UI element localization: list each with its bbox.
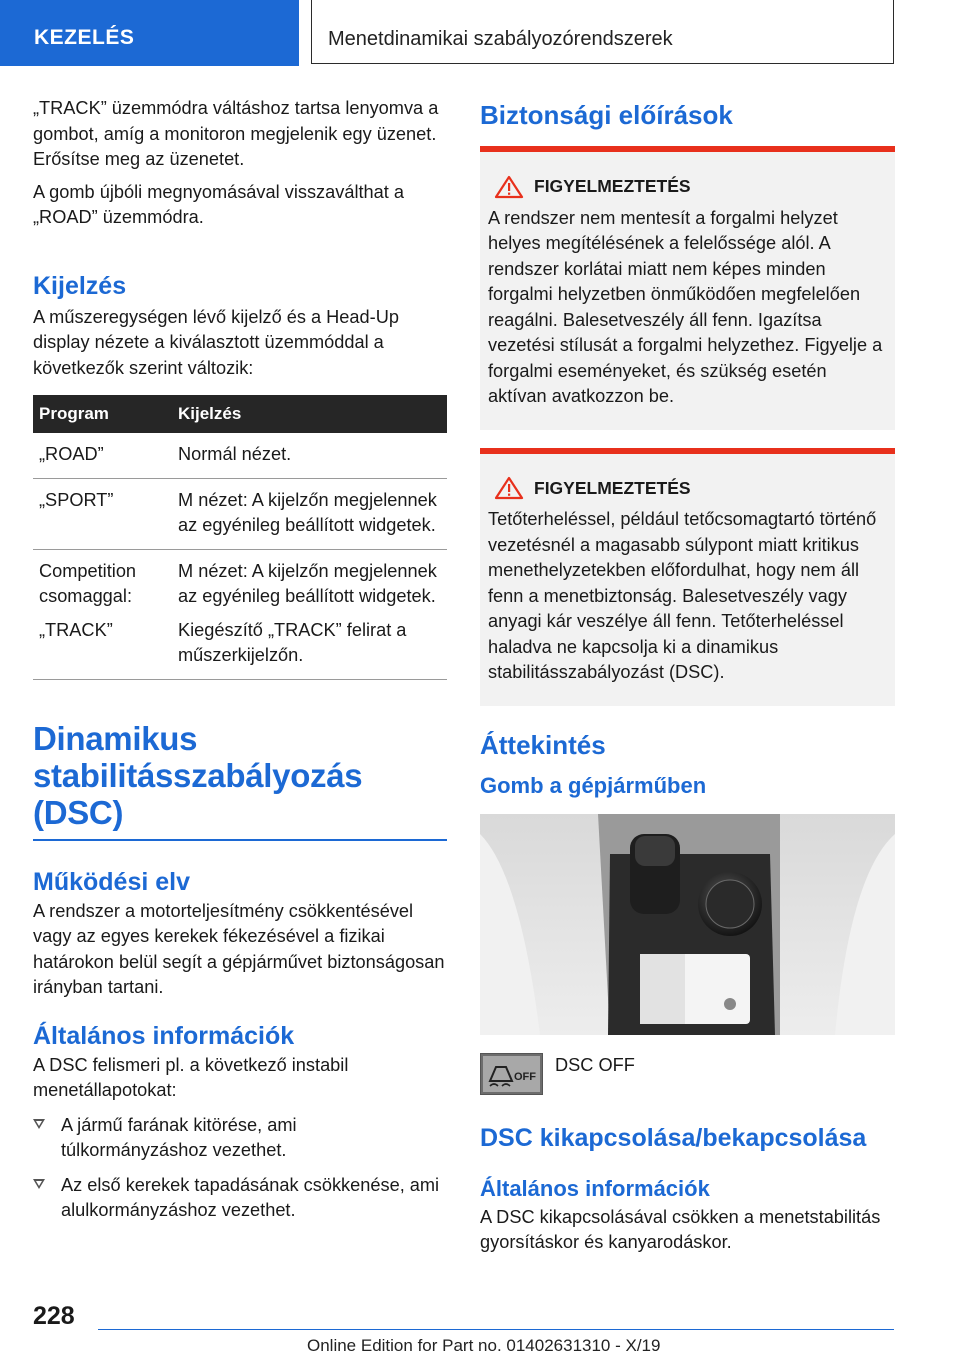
warning-title bbox=[488, 174, 887, 200]
heading-safety: Biztonsági előírások bbox=[480, 100, 733, 130]
dsc-off-icon-text: OFF bbox=[514, 1070, 536, 1083]
warning-label: FIGYELMEZTETÉS bbox=[534, 176, 691, 196]
display-m-view: M nézet: A kijelzőn megjelennek az egyénileg beállított widgetek. bbox=[178, 560, 437, 606]
table-cell-program: „ROAD” bbox=[33, 433, 166, 478]
section-title: KEZELÉS bbox=[34, 26, 135, 49]
list-item-text: A jármű farának kitörése, ami túlkormányzáshoz vezethet. bbox=[61, 1114, 297, 1160]
dsc-off-item bbox=[480, 1053, 895, 1095]
list-item bbox=[33, 1173, 447, 1224]
heading-attekintes: Áttekintés bbox=[480, 729, 606, 760]
warning-box-1 bbox=[480, 146, 895, 430]
display-track-label: Kiegészítő „TRACK” felirat a műszerkijelzőn. bbox=[178, 619, 407, 665]
heading-rule bbox=[33, 839, 447, 841]
table-cell-display: Normál nézet. bbox=[166, 433, 447, 478]
table-cell-display bbox=[166, 549, 447, 679]
section-tab bbox=[0, 0, 299, 66]
right-column bbox=[480, 100, 895, 1263]
list-item bbox=[33, 1113, 447, 1164]
display-table bbox=[33, 395, 447, 680]
left-column bbox=[33, 96, 447, 1233]
table-cell-display: M nézet: A kijelzőn megjelennek az egyénileg beállított widgetek. bbox=[166, 478, 447, 549]
triangle-bullet-icon bbox=[33, 1119, 45, 1129]
dsc-off-button-icon bbox=[480, 1053, 543, 1095]
altalanos-text: A DSC felismeri pl. a következő instabil menetállapotokat: bbox=[33, 1054, 349, 1100]
warning-title bbox=[488, 476, 887, 502]
heading-kijelzes: Kijelzés bbox=[33, 271, 127, 300]
bullet-list bbox=[33, 1113, 447, 1224]
dsc-off-label: DSC OFF bbox=[555, 1054, 635, 1075]
heading-general-info: Általános információk bbox=[480, 1175, 710, 1201]
warning-text: Tetőterheléssel, például tetőcsomagtartó történő vezetésnél a magasabb súlypont miatt kritikus menethelyzetekben előfordulhat, hogy nem áll fenn a menetbiztonság. Balesetveszély vagy anyagi kár veszélye áll fenn. Tetőterheléssel haladva ne kapcsolja ki a dinamikus stabilitásszabályozást (DSC). bbox=[488, 509, 877, 682]
warning-triangle-icon bbox=[494, 476, 524, 500]
table-header-row bbox=[33, 395, 447, 433]
warning-label: FIGYELMEZTETÉS bbox=[534, 477, 691, 498]
table-row bbox=[33, 478, 447, 549]
chapter-title: Menetdinamikai szabályozórendszerek bbox=[328, 28, 673, 50]
program-track: „TRACK” bbox=[39, 619, 113, 640]
table-header-kijelzes: Kijelzés bbox=[166, 395, 447, 433]
intro-paragraph-2: A gomb újbóli megnyomásával visszaválthat a „ROAD” üzemmódra. bbox=[33, 181, 405, 227]
table-row bbox=[33, 549, 447, 679]
general-info-text: A DSC kikapcsolásával csökken a menetstabilitás gyorsításkor és kanyarodáskor. bbox=[480, 1206, 881, 1252]
heading-mukodesi-elv: Működési elv bbox=[33, 867, 190, 896]
intro-paragraph-1: „TRACK” üzemmódra váltáshoz tartsa lenyomva a gombot, amíg a monitoron megjelenik egy üzenet. Erősítse meg az üzenetet. bbox=[33, 98, 439, 169]
footer-rule bbox=[98, 1329, 894, 1330]
chapter-header bbox=[311, 0, 894, 64]
heading-dsc: Dinamikus stabilitásszabályozás (DSC) bbox=[33, 719, 363, 831]
heading-dsc-toggle: DSC kikapcsolása/bekapcsolása bbox=[480, 1123, 867, 1152]
mukodesi-text: A rendszer a motorteljesítmény csökkentésével vagy az egyes kerekek fékezésével a fizikai határokon belül segít a gépjárművet biztonságosan irányban tartani. bbox=[33, 900, 445, 997]
kijelzes-text: A műszeregységen lévő kijelző és a Head-Up display nézete a kiválasztott üzemmóddal a következők szerint változik: bbox=[33, 306, 399, 378]
table-row bbox=[33, 433, 447, 478]
page-number: 228 bbox=[33, 1302, 75, 1330]
edition-text: Online Edition for Part no. 01402631310 - X/19 bbox=[307, 1336, 661, 1355]
warning-triangle-icon bbox=[494, 175, 524, 199]
list-item-text: Az első kerekek tapadásának csökkenése, ami alulkormányzáshoz vezethet. bbox=[61, 1174, 440, 1220]
heading-altalanos: Általános információk bbox=[33, 1021, 295, 1050]
table-cell-program: „SPORT” bbox=[33, 478, 166, 549]
triangle-bullet-icon bbox=[33, 1179, 45, 1189]
program-competition: Competition csomaggal: bbox=[39, 560, 137, 606]
table-header-program: Program bbox=[33, 395, 166, 433]
heading-gomb: Gomb a gépjárműben bbox=[480, 772, 707, 798]
gear-selector-photo bbox=[480, 814, 895, 1035]
table-cell-program bbox=[33, 549, 166, 679]
warning-box-2 bbox=[480, 448, 895, 706]
warning-text: A rendszer nem mentesít a forgalmi helyzet helyes megítélésének a felelőssége alól. A rendszer korlátai miatt nem képes minden forgalmi helyzetben önműködően megfelelően reagálni. Balesetveszély áll fenn. Igazítsa vezetési stílusát a forgalmi helyzethez. Figyelje a forgalmi eseményeket, és szükség esetén aktívan avatkozzon be. bbox=[488, 207, 883, 406]
